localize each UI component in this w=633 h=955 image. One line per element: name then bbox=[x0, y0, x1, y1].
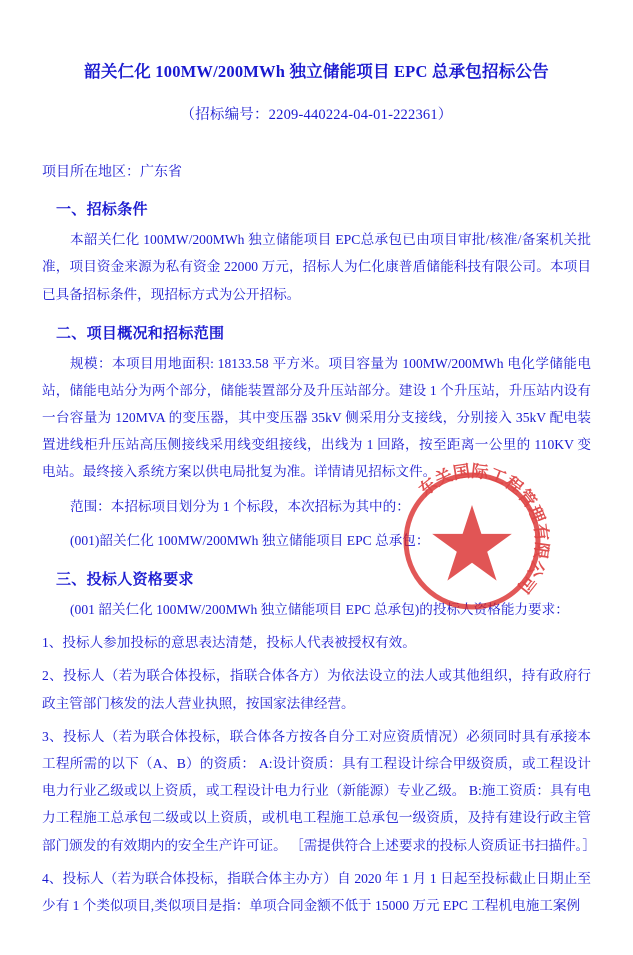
section-3-item-4: 4、投标人（若为联合体投标，指联合体主办方）自 2020 年 1 月 1 日起至投标截止日期止至少有 1 个类似项目,类似项目是指：单项合同金额不低于 15000 万元 EPC 工程机电施工案例 bbox=[42, 870, 591, 913]
section-heading-2: 二、项目概况和招标范围 bbox=[56, 325, 225, 342]
section-3-item-1: 1、投标人参加投标的意思表达清楚，投标人代表被授权有效。 bbox=[42, 635, 416, 651]
page-title: 韶关仁化 100MW/200MWh 独立储能项目 EPC 总承包招标公告 bbox=[84, 62, 549, 81]
section-1-paragraph-1: 本韶关仁化 100MW/200MWh 独立储能项目 EPC总承包已由项目审批/核准/备案机关批准，项目资金来源为私有资金 22000 万元，招标人为仁化康普盾储能科技有限公司。本项目已具备招标条件，现招标方式为公开招标。 bbox=[42, 232, 591, 302]
tender-number: （招标编号：2209-440224-04-01-222361） bbox=[180, 106, 453, 123]
svg-text:东关国际工程管理有限公司: 东关国际工程管理有限公司 bbox=[415, 461, 552, 597]
section-2-paragraph-3: (001)韶关仁化 100MW/200MWh 独立储能项目 EPC 总承包： bbox=[70, 532, 430, 548]
section-3-paragraph-1: (001 韶关仁化 100MW/200MWh 独立储能项目 EPC 总承包)的投标人资格能力要求： bbox=[70, 602, 569, 618]
section-3-item-2: 2、投标人（若为联合体投标，指联合体各方）为依法设立的法人或其他组织，持有政府行政主管部门核发的法人营业执照，按国家法律经营。 bbox=[42, 668, 591, 711]
section-heading-1: 一、招标条件 bbox=[56, 202, 148, 219]
section-heading-3: 三、投标人资格要求 bbox=[56, 572, 194, 589]
section-2-paragraph-2: 范围：本招标项目划分为 1 个标段，本次招标为其中的： bbox=[70, 498, 410, 514]
project-region: 项目所在地区：广东省 bbox=[42, 164, 182, 180]
section-2-paragraph-1: 规模：本项目用地面积: 18133.58 平方米。项目容量为 100MW/200MWh 电化学储能电站，储能电站分为两个部分，储能装置部分及升压站部分。建设 1 个升压站，升压站内设有一台容量为 120MVA 的变压器，其中变压器 35kV 侧采用分支接线，分别接入 35kV 配电装置进线柜升压站高压侧接线采用线变组接线，出线为 1 回路，按至距离一公里的 110KV 变电站。最终接入系统方案以供电局批复为准。详情请见招标文件。 bbox=[42, 355, 591, 480]
section-3-item-3: 3、投标人（若为联合体投标，联合体各方按各自分工对应资质情况）必须同时具有承接本工程所需的以下（A、B）的资质： A:设计资质：具有工程设计综合甲级资质，或工程设计电力行业乙级或以上资质，或工程设计电力行业（新能源）专业乙级。 B:施工资质：具有电力工程施工总承包二级或以上资质，或机电工程施工总承包一级资质，及持有建设行政主管部门颁发的有效期内的安全生产许可证。 ［需提供符合上述要求的投标人资质证书扫描件。］ bbox=[42, 728, 596, 853]
